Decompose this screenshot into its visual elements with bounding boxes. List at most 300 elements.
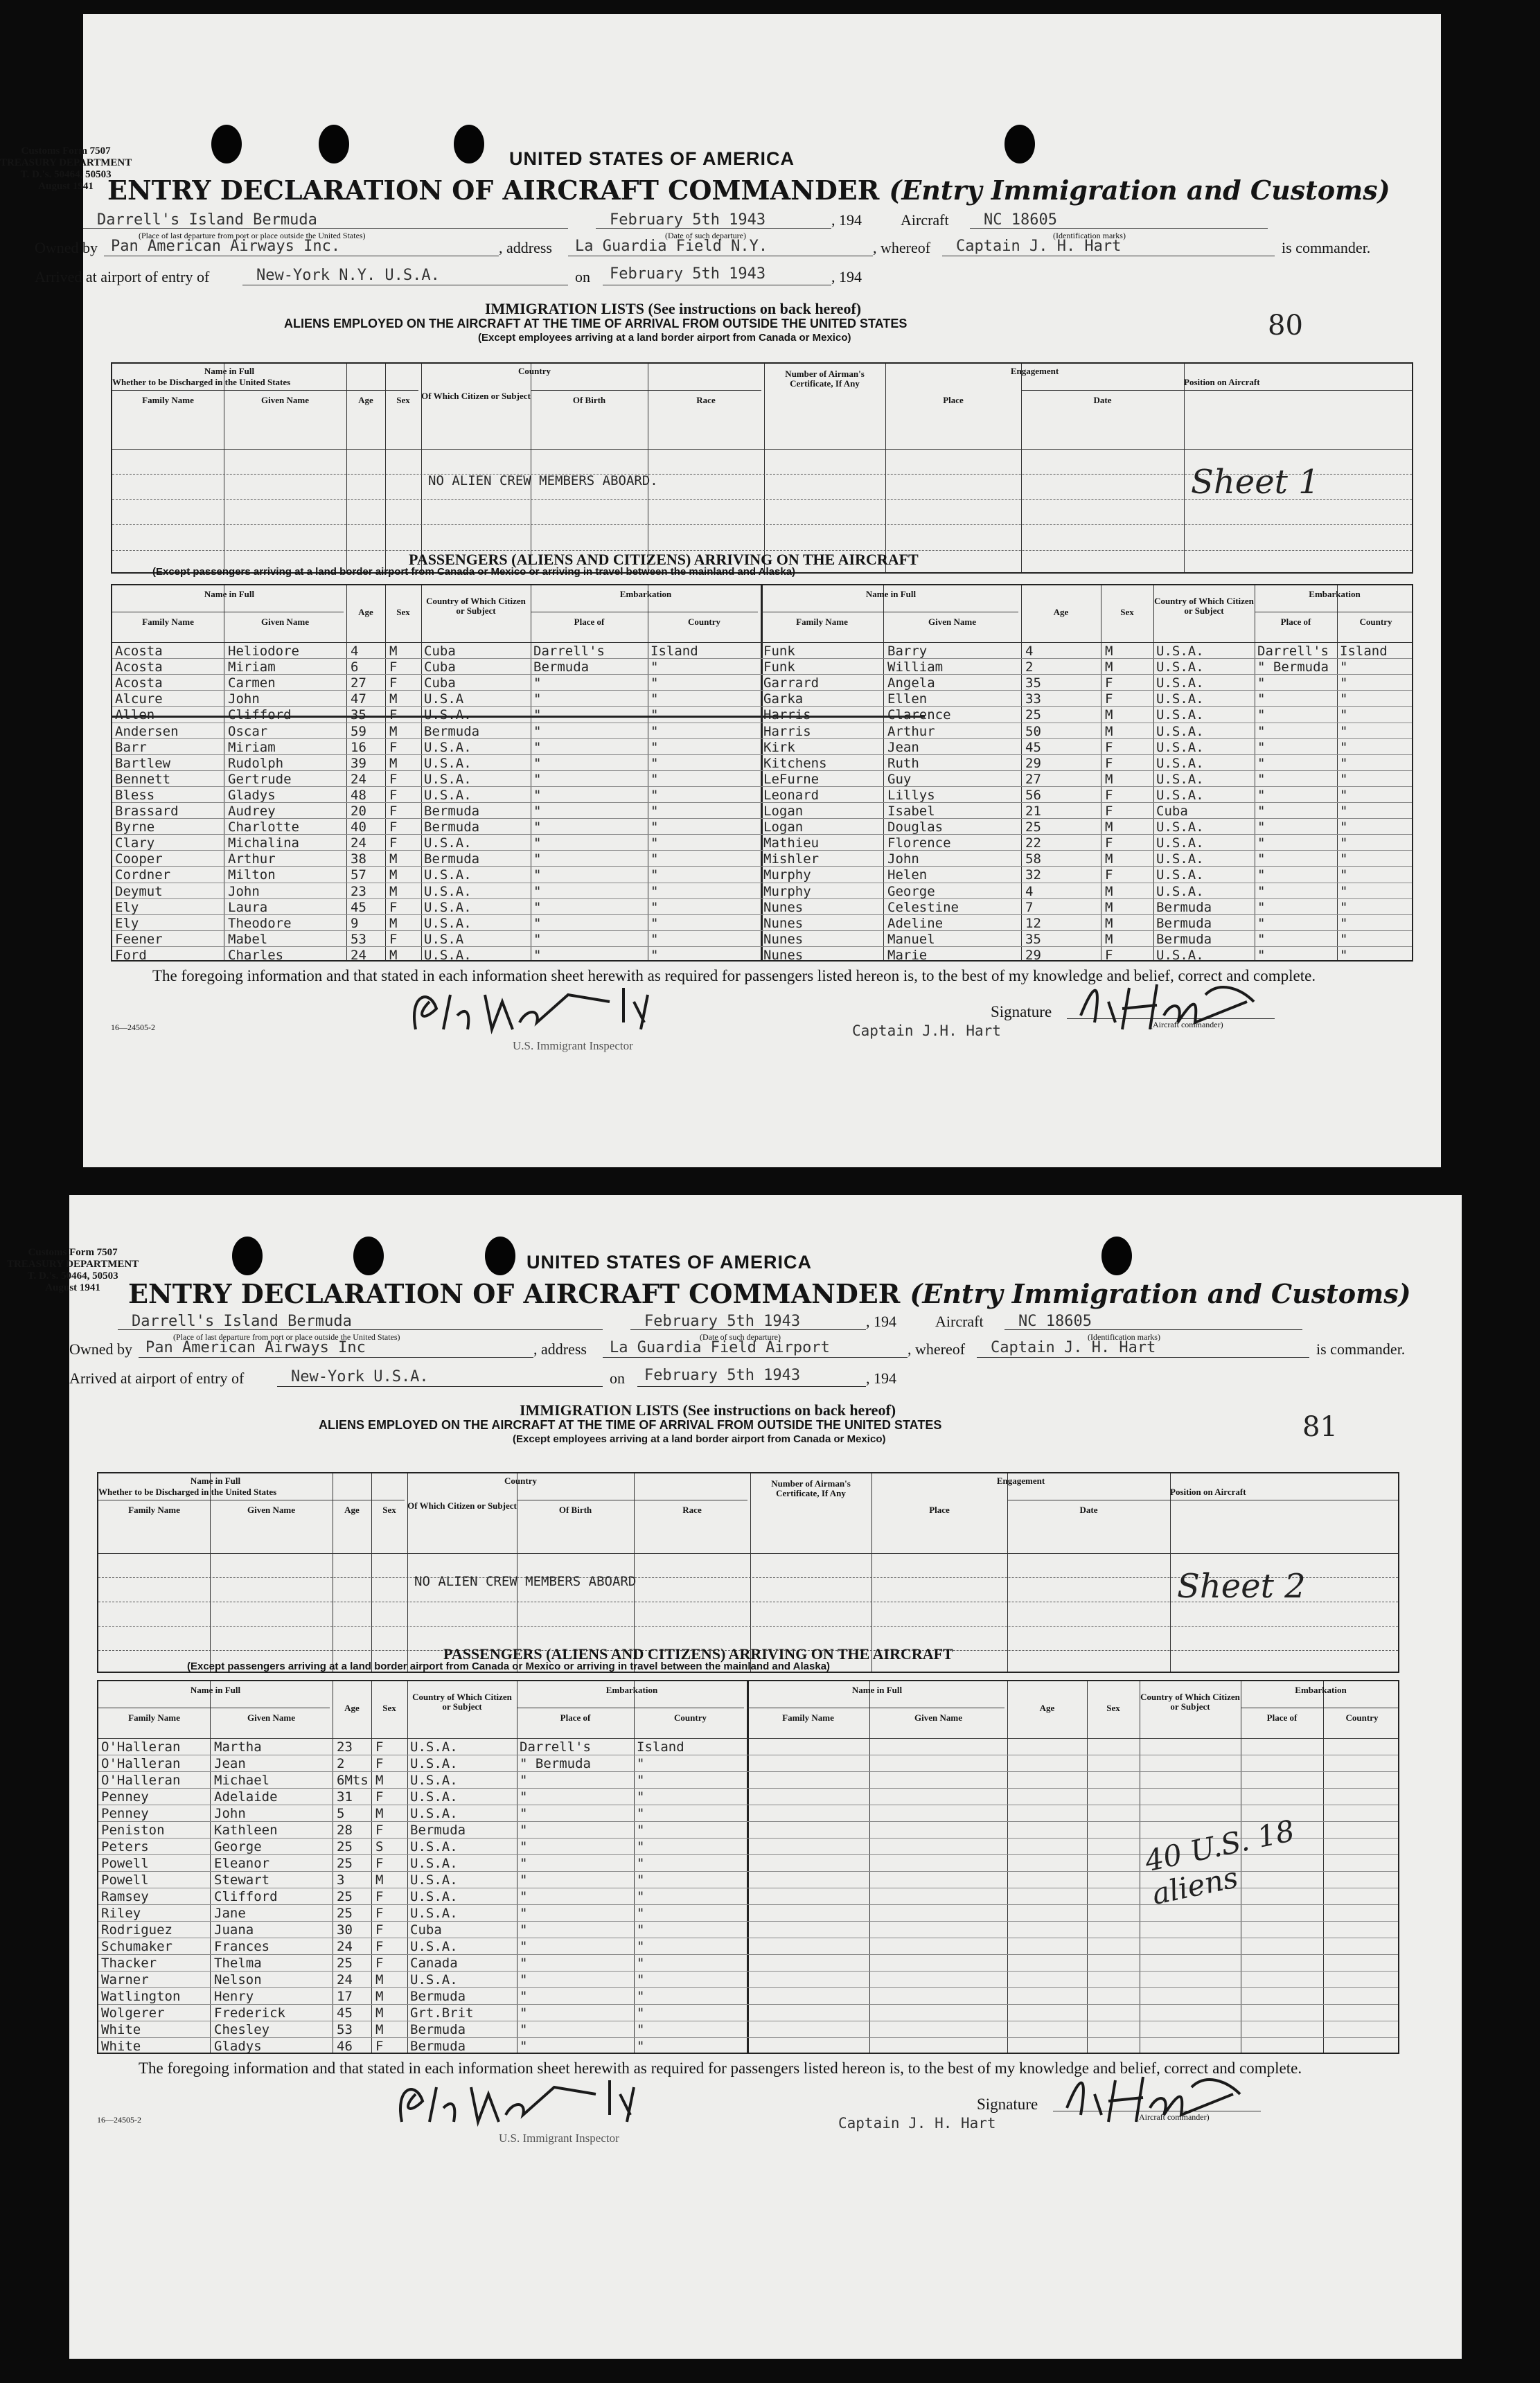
family-name-cell: Clary [115, 835, 155, 851]
family-name-cell: Peters [101, 1839, 149, 1854]
family-name-cell: Peniston [101, 1823, 165, 1838]
form-title-paren: (Entry Immigration and Customs) [910, 1278, 1411, 1309]
embark-country-cell: " [650, 771, 659, 787]
family-name-cell: Cooper [115, 851, 163, 867]
col-divider [1007, 1681, 1008, 2053]
column-header: Country of Which Citizen or Subject [1154, 596, 1254, 616]
punch-hole [211, 125, 242, 163]
departure-place: Darrell's Island Bermuda [132, 1313, 352, 1330]
citizenship-cell: Grt.Brit [410, 2005, 474, 2021]
sex-cell: F [389, 787, 398, 803]
arrived-label: Arrived at airport of entry of [35, 268, 210, 285]
citizenship-cell: U.S.A. [410, 1939, 458, 1954]
citizenship-cell: U.S.A. [424, 771, 472, 787]
given-name-cell: Charles [228, 947, 284, 963]
sheet-number-note: Sheet 1 [1191, 463, 1320, 502]
given-name-cell: Guy [887, 771, 912, 787]
column-header: Number of Airman's Certificate, If Any [771, 1478, 851, 1498]
citizenship-cell: Cuba [1156, 804, 1188, 819]
embark-place-cell: " [533, 899, 542, 915]
citizenship-cell: U.S.A. [1156, 723, 1204, 739]
column-header: Place [929, 1505, 950, 1515]
row-divider [112, 834, 1412, 835]
age-cell: 46 [337, 2039, 353, 2054]
row-divider [98, 1971, 1398, 1972]
embark-country-cell: " [637, 1773, 645, 1788]
date-caption: (Date of such departure) [700, 1332, 781, 1342]
age-cell: 25 [337, 1856, 353, 1871]
given-name-cell: Martha [214, 1739, 262, 1755]
sex-cell: F [1105, 691, 1113, 707]
given-name-cell: Miriam [228, 659, 276, 675]
citizenship-cell: Cuba [424, 659, 456, 675]
embark-place-cell: " [520, 1989, 528, 2004]
date-caption: (Date of such departure) [665, 231, 746, 240]
given-name-cell: Kathleen [214, 1823, 278, 1838]
age-cell: 27 [351, 675, 366, 691]
embark-country-cell: " [650, 691, 659, 707]
age-cell: 23 [337, 1739, 353, 1755]
citizenship-cell: Bermuda [424, 820, 480, 835]
row-divider [98, 2037, 1398, 2038]
embark-country-cell: Island [637, 1739, 684, 1755]
citizenship-cell: U.S.A. [1156, 835, 1204, 851]
country-title: UNITED STATES OF AMERICA [509, 148, 795, 169]
given-name-cell: Frederick [214, 2005, 285, 2021]
column-header: Given Name [247, 1712, 295, 1723]
sex-cell: M [1105, 659, 1113, 675]
form-id-line: Customs Form 7507 [28, 1247, 118, 1258]
row-divider [98, 1987, 1398, 1988]
embark-country-cell: " [650, 915, 659, 931]
row-divider [112, 898, 1412, 899]
embark-country-cell: " [637, 1872, 645, 1888]
citizenship-cell: U.S.A. [410, 1839, 458, 1854]
sex-cell: F [389, 820, 398, 835]
col-divider [1184, 364, 1185, 572]
family-name-cell: Wolgerer [101, 2005, 165, 2021]
aircraft-label: Aircraft [901, 211, 949, 229]
captain-typed-name: Captain J. H. Hart [838, 2115, 996, 2132]
col-divider [371, 1681, 372, 2053]
age-cell: 2 [1025, 659, 1034, 675]
col-divider [210, 1473, 211, 1672]
embark-place-cell: " [520, 1789, 528, 1805]
citizenship-cell: Bermuda [410, 2039, 466, 2054]
form-id-line: TREASURY DEPARTMENT [7, 1259, 139, 1270]
citizenship-cell: U.S.A. [424, 947, 472, 963]
column-header: Position on Aircraft [1184, 377, 1260, 387]
age-cell: 9 [351, 915, 359, 931]
age-cell: 24 [351, 835, 366, 851]
given-name-cell: Celestine [887, 899, 959, 915]
immigration-lists-title: IMMIGRATION LISTS (See instructions on back hereof) [520, 1401, 896, 1419]
age-cell: 21 [1025, 804, 1041, 819]
family-name-cell: Ely [115, 899, 139, 915]
sex-cell: M [1105, 707, 1113, 723]
arrival-date: February 5th 1943 [644, 1367, 801, 1384]
given-name-cell: John [228, 691, 260, 707]
age-cell: 23 [351, 883, 366, 899]
citizenship-cell: Bermuda [410, 1989, 466, 2004]
embark-country-cell: " [1340, 723, 1348, 739]
row-divider [112, 930, 1412, 931]
tally-note: 40 U.S. 18 aliens [1142, 1813, 1298, 1912]
arrived-label: Arrived at airport of entry of [69, 1370, 245, 1387]
sex-cell: M [1105, 820, 1113, 835]
column-header: Name in Full [190, 1685, 241, 1695]
embark-place-cell: " [533, 835, 542, 851]
column-header: Of Which Citizen or Subject [421, 391, 531, 401]
embark-place-cell: " [1257, 851, 1266, 867]
sex-cell: F [389, 771, 398, 787]
column-header: Age [1053, 607, 1069, 617]
arrival-airport: New-York U.S.A. [291, 1368, 429, 1385]
column-header: Given Name [261, 617, 309, 627]
family-name-cell: Logan [763, 820, 804, 835]
citizenship-cell: U.S.A. [410, 1856, 458, 1871]
embark-country-cell: " [650, 723, 659, 739]
passenger-table [97, 1680, 1399, 2054]
owned-by-label: Owned by [69, 1340, 133, 1358]
age-cell: 25 [1025, 820, 1041, 835]
embark-place-cell: " [533, 915, 542, 931]
citizenship-cell: Cuba [424, 675, 456, 691]
form-title-main: ENTRY DECLARATION OF AIRCRAFT COMMANDER [128, 1278, 901, 1309]
col-divider [634, 1473, 635, 1672]
age-cell: 29 [1025, 755, 1041, 771]
col-divider [407, 1681, 408, 2053]
column-header: Race [696, 395, 716, 405]
family-name-cell: Mishler [763, 851, 820, 867]
citizenship-cell: Cuba [410, 1922, 442, 1938]
embark-place-cell: " [520, 1806, 528, 1821]
embark-place-cell: " [520, 1872, 528, 1888]
sex-cell: M [375, 2022, 384, 2037]
departure-caption: (Place of last departure from port or place outside the United States) [139, 231, 366, 240]
age-cell: 25 [1025, 707, 1041, 723]
age-cell: 38 [351, 851, 366, 867]
family-name-cell: Byrne [115, 820, 155, 835]
sex-cell: F [389, 804, 398, 819]
col-divider [871, 1473, 872, 1672]
embark-place-cell: " [533, 707, 542, 723]
given-name-cell: Carmen [228, 675, 276, 691]
age-cell: 25 [337, 1839, 353, 1854]
embark-place-cell: " [520, 1889, 528, 1904]
citizenship-cell: U.S.A. [424, 835, 472, 851]
embark-country-cell: " [637, 1906, 645, 1921]
family-name-cell: Leonard [763, 787, 820, 803]
row-divider [112, 642, 1412, 643]
sex-cell: F [375, 1939, 384, 1954]
age-cell: 48 [351, 787, 366, 803]
family-name-cell: Murphy [763, 867, 811, 883]
age-cell: 35 [351, 707, 366, 723]
certification-statement: The foregoing information and that stated in each information sheet herewith as required for passengers listed hereon is, to the best of my knowledge and belief, correct and complete. [152, 967, 1316, 984]
sex-cell: M [389, 915, 398, 931]
embark-place-cell: " [533, 883, 542, 899]
embark-place-cell: " [520, 1972, 528, 1987]
column-header: Name in Full [204, 366, 255, 376]
column-header: Family Name [128, 1505, 180, 1515]
given-name-cell: Clarence [887, 707, 951, 723]
embark-place-cell: " [533, 820, 542, 835]
age-cell: 24 [351, 947, 366, 963]
punch-hole [485, 1237, 515, 1275]
underline [277, 1386, 603, 1387]
form-id-line: August 1941 [38, 181, 94, 192]
form-title [128, 1278, 1411, 1309]
passengers-title: PASSENGERS (ALIENS AND CITIZENS) ARRIVING ON THE AIRCRAFT [409, 551, 919, 568]
sex-cell: S [375, 1839, 384, 1854]
passengers-title: PASSENGERS (ALIENS AND CITIZENS) ARRIVING ON THE AIRCRAFT [443, 1645, 953, 1663]
citizenship-cell: U.S.A. [410, 1789, 458, 1805]
embark-place-cell: " [520, 1956, 528, 1971]
given-name-cell: Miriam [228, 739, 276, 755]
embark-place-cell: " [1257, 931, 1266, 947]
embark-country-cell: " [637, 1922, 645, 1938]
embark-place-cell: " [1257, 787, 1266, 803]
sex-cell: M [1105, 771, 1113, 787]
column-header: Given Name [928, 617, 976, 627]
embark-place-cell: " [1257, 867, 1266, 883]
given-name-cell: Arthur [228, 851, 276, 867]
row-divider [112, 449, 1412, 450]
age-cell: 31 [337, 1789, 353, 1805]
owner-name: Pan American Airways Inc. [111, 238, 341, 255]
citizenship-cell: U.S.A. [410, 1756, 458, 1771]
age-cell: 5 [337, 1806, 345, 1821]
sex-cell: F [1105, 835, 1113, 851]
age-cell: 33 [1025, 691, 1041, 707]
age-cell: 16 [351, 739, 366, 755]
citizenship-cell: U.S.A. [1156, 851, 1204, 867]
family-name-cell: Nunes [763, 915, 804, 931]
year-suffix: , 194 [866, 1313, 896, 1330]
column-header: Race [682, 1505, 702, 1515]
aliens-employed-subtitle: ALIENS EMPLOYED ON THE AIRCRAFT AT THE TIME OF ARRIVAL FROM OUTSIDE THE UNITED STATES [284, 317, 908, 330]
given-name-cell: Michalina [228, 835, 299, 851]
embark-place-cell: " [520, 2022, 528, 2037]
family-name-cell: Barr [115, 739, 147, 755]
column-header: Place [943, 395, 964, 405]
family-name-cell: Acosta [115, 644, 163, 659]
embark-country-cell: " [637, 1823, 645, 1838]
sex-cell: F [1105, 675, 1113, 691]
crew-table [97, 1472, 1399, 1673]
citizenship-cell: Cuba [424, 644, 456, 659]
embark-place-cell: " [533, 771, 542, 787]
citizenship-cell: U.S.A. [424, 707, 472, 723]
citizenship-cell: Bermuda [410, 2022, 466, 2037]
crew-note: NO ALIEN CREW MEMBERS ABOARD [414, 1574, 637, 1589]
sex-cell: M [375, 1773, 384, 1788]
departure-caption: (Place of last departure from port or place outside the United States) [173, 1332, 400, 1342]
age-cell: 17 [337, 1989, 353, 2004]
citizenship-cell: U.S.A. [1156, 820, 1204, 835]
on-label: on [575, 268, 590, 285]
form-id-line: T. D.'s. 50464, 50503 [20, 169, 112, 180]
citizenship-cell: Canada [410, 1956, 458, 1971]
family-name-cell: Logan [763, 804, 804, 819]
embark-country-cell: " [650, 804, 659, 819]
column-header: Country [1345, 1712, 1379, 1723]
family-name-cell: Rodriguez [101, 1922, 172, 1938]
sex-cell: M [389, 723, 398, 739]
citizenship-cell: U.S.A. [1156, 771, 1204, 787]
column-header: Country of Which Citizen or Subject [1140, 1692, 1240, 1712]
age-cell: 35 [1025, 931, 1041, 947]
embark-place-cell: Darrell's [1257, 644, 1329, 659]
form-id-line: T. D.'s. 50464, 50503 [27, 1270, 118, 1282]
embark-country-cell: " [637, 1756, 645, 1771]
embark-country-cell: " [650, 835, 659, 851]
given-name-cell: Audrey [228, 804, 276, 819]
given-name-cell: Oscar [228, 723, 268, 739]
inspector-caption: U.S. Immigrant Inspector [499, 2132, 619, 2145]
column-header: Embarkation [605, 1685, 658, 1695]
column-header: Country of Which Citizen or Subject [426, 596, 526, 616]
column-header: Sex [1106, 1703, 1120, 1713]
given-name-cell: Adelaide [214, 1789, 278, 1805]
captain-typed-name: Captain J.H. Hart [852, 1022, 1001, 1039]
embark-country-cell: " [650, 755, 659, 771]
embark-place-cell: " [533, 947, 542, 963]
address-label: , address [533, 1340, 587, 1358]
row-divider [112, 754, 1412, 755]
embark-country-cell: " [650, 931, 659, 947]
family-name-cell: Penney [101, 1789, 149, 1805]
punch-hole [1101, 1237, 1132, 1275]
embark-place-cell: " [1257, 883, 1266, 899]
embark-place-cell: " Bermuda [1257, 659, 1329, 675]
citizenship-cell: U.S.A. [410, 1889, 458, 1904]
embark-country-cell: " [637, 1839, 645, 1854]
given-name-cell: Douglas [887, 820, 944, 835]
inspector-signature-image [388, 2073, 651, 2136]
sheet-number-note: Sheet 2 [1177, 1567, 1306, 1606]
citizenship-cell: U.S.A. [1156, 787, 1204, 803]
column-header: Family Name [142, 395, 194, 405]
column-header: Engagement [1010, 366, 1059, 376]
sex-cell: F [1105, 947, 1113, 963]
citizenship-cell: U.S.A. [410, 1906, 458, 1921]
age-cell: 59 [351, 723, 366, 739]
row-divider [112, 914, 1412, 915]
is-commander-label: is commander. [1282, 239, 1371, 256]
citizenship-cell: Bermuda [1156, 931, 1212, 947]
embark-country-cell: " [1340, 899, 1348, 915]
age-cell: 45 [1025, 739, 1041, 755]
citizenship-cell: U.S.A. [1156, 867, 1204, 883]
column-header: Given Name [261, 395, 309, 405]
embark-country-cell: " [1340, 835, 1348, 851]
family-name-cell: Funk [763, 659, 795, 675]
citizenship-cell: U.S.A. [424, 915, 472, 931]
age-cell: 24 [337, 1939, 353, 1954]
given-name-cell: Milton [228, 867, 276, 883]
family-name-cell: Garka [763, 691, 804, 707]
column-header: Age [358, 607, 373, 617]
sex-cell: M [375, 1972, 384, 1987]
sex-cell: M [389, 883, 398, 899]
age-cell: 58 [1025, 851, 1041, 867]
given-name-cell: Adeline [887, 915, 944, 931]
column-header: Sex [396, 607, 410, 617]
embark-country-cell: " [637, 1856, 645, 1871]
family-name-cell: Allen [115, 707, 155, 723]
embark-place-cell: " [1257, 915, 1266, 931]
given-name-cell: Mabel [228, 931, 268, 947]
citizenship-cell: U.S.A. [410, 1739, 458, 1755]
age-cell: 6 [351, 659, 359, 675]
declaration-form-2 [7, 1195, 1462, 2359]
column-header: Given Name [914, 1712, 962, 1723]
given-name-cell: Florence [887, 835, 951, 851]
sex-cell: M [375, 1872, 384, 1888]
embark-place-cell: " [1257, 739, 1266, 755]
sex-cell: F [375, 1789, 384, 1805]
family-name-cell: Alcure [115, 691, 163, 707]
given-name-cell: Jane [214, 1906, 246, 1921]
citizenship-cell: U.S.A. [1156, 755, 1204, 771]
strikethrough-line [112, 716, 925, 718]
embark-country-cell: " [637, 1806, 645, 1821]
column-header: Country [674, 1712, 707, 1723]
sex-cell: M [389, 851, 398, 867]
family-name-cell: Thacker [101, 1956, 157, 1971]
sex-cell: M [1105, 851, 1113, 867]
age-cell: 35 [1025, 675, 1041, 691]
column-header: Country [688, 617, 720, 627]
column-header: Date [1079, 1505, 1098, 1515]
family-name-cell: Mathieu [763, 835, 820, 851]
row-divider [112, 524, 1412, 525]
given-name-cell: John [214, 1806, 246, 1821]
embark-country-cell: Island [1340, 644, 1388, 659]
sex-cell: M [1105, 723, 1113, 739]
age-cell: 27 [1025, 771, 1041, 787]
given-name-cell: Arthur [887, 723, 935, 739]
given-name-cell: Helen [887, 867, 928, 883]
embark-country-cell: Island [650, 644, 698, 659]
column-header: Sex [1120, 607, 1134, 617]
family-name-cell: Nunes [763, 931, 804, 947]
family-name-cell: Riley [101, 1906, 141, 1921]
embark-country-cell: " [1340, 883, 1348, 899]
punch-hole [353, 1237, 384, 1275]
sex-cell: F [375, 1956, 384, 1971]
sex-cell: F [389, 931, 398, 947]
family-name-cell: Harris [763, 723, 811, 739]
embark-place-cell: " [1257, 835, 1266, 851]
embark-place-cell: " [520, 1906, 528, 1921]
embark-place-cell: " [533, 931, 542, 947]
row-divider [112, 390, 418, 391]
family-name-cell: Cordner [115, 867, 171, 883]
sex-cell: F [375, 1856, 384, 1871]
crew-table [111, 362, 1413, 574]
embark-country-cell: " [637, 2005, 645, 2021]
age-cell: 25 [337, 1956, 353, 1971]
sex-cell: M [1105, 883, 1113, 899]
family-name-cell: Feener [115, 931, 163, 947]
form-id-block [7, 1247, 139, 1294]
family-name-cell: Acosta [115, 675, 163, 691]
citizenship-cell: U.S.A [424, 931, 464, 947]
given-name-cell: Michael [214, 1773, 270, 1788]
